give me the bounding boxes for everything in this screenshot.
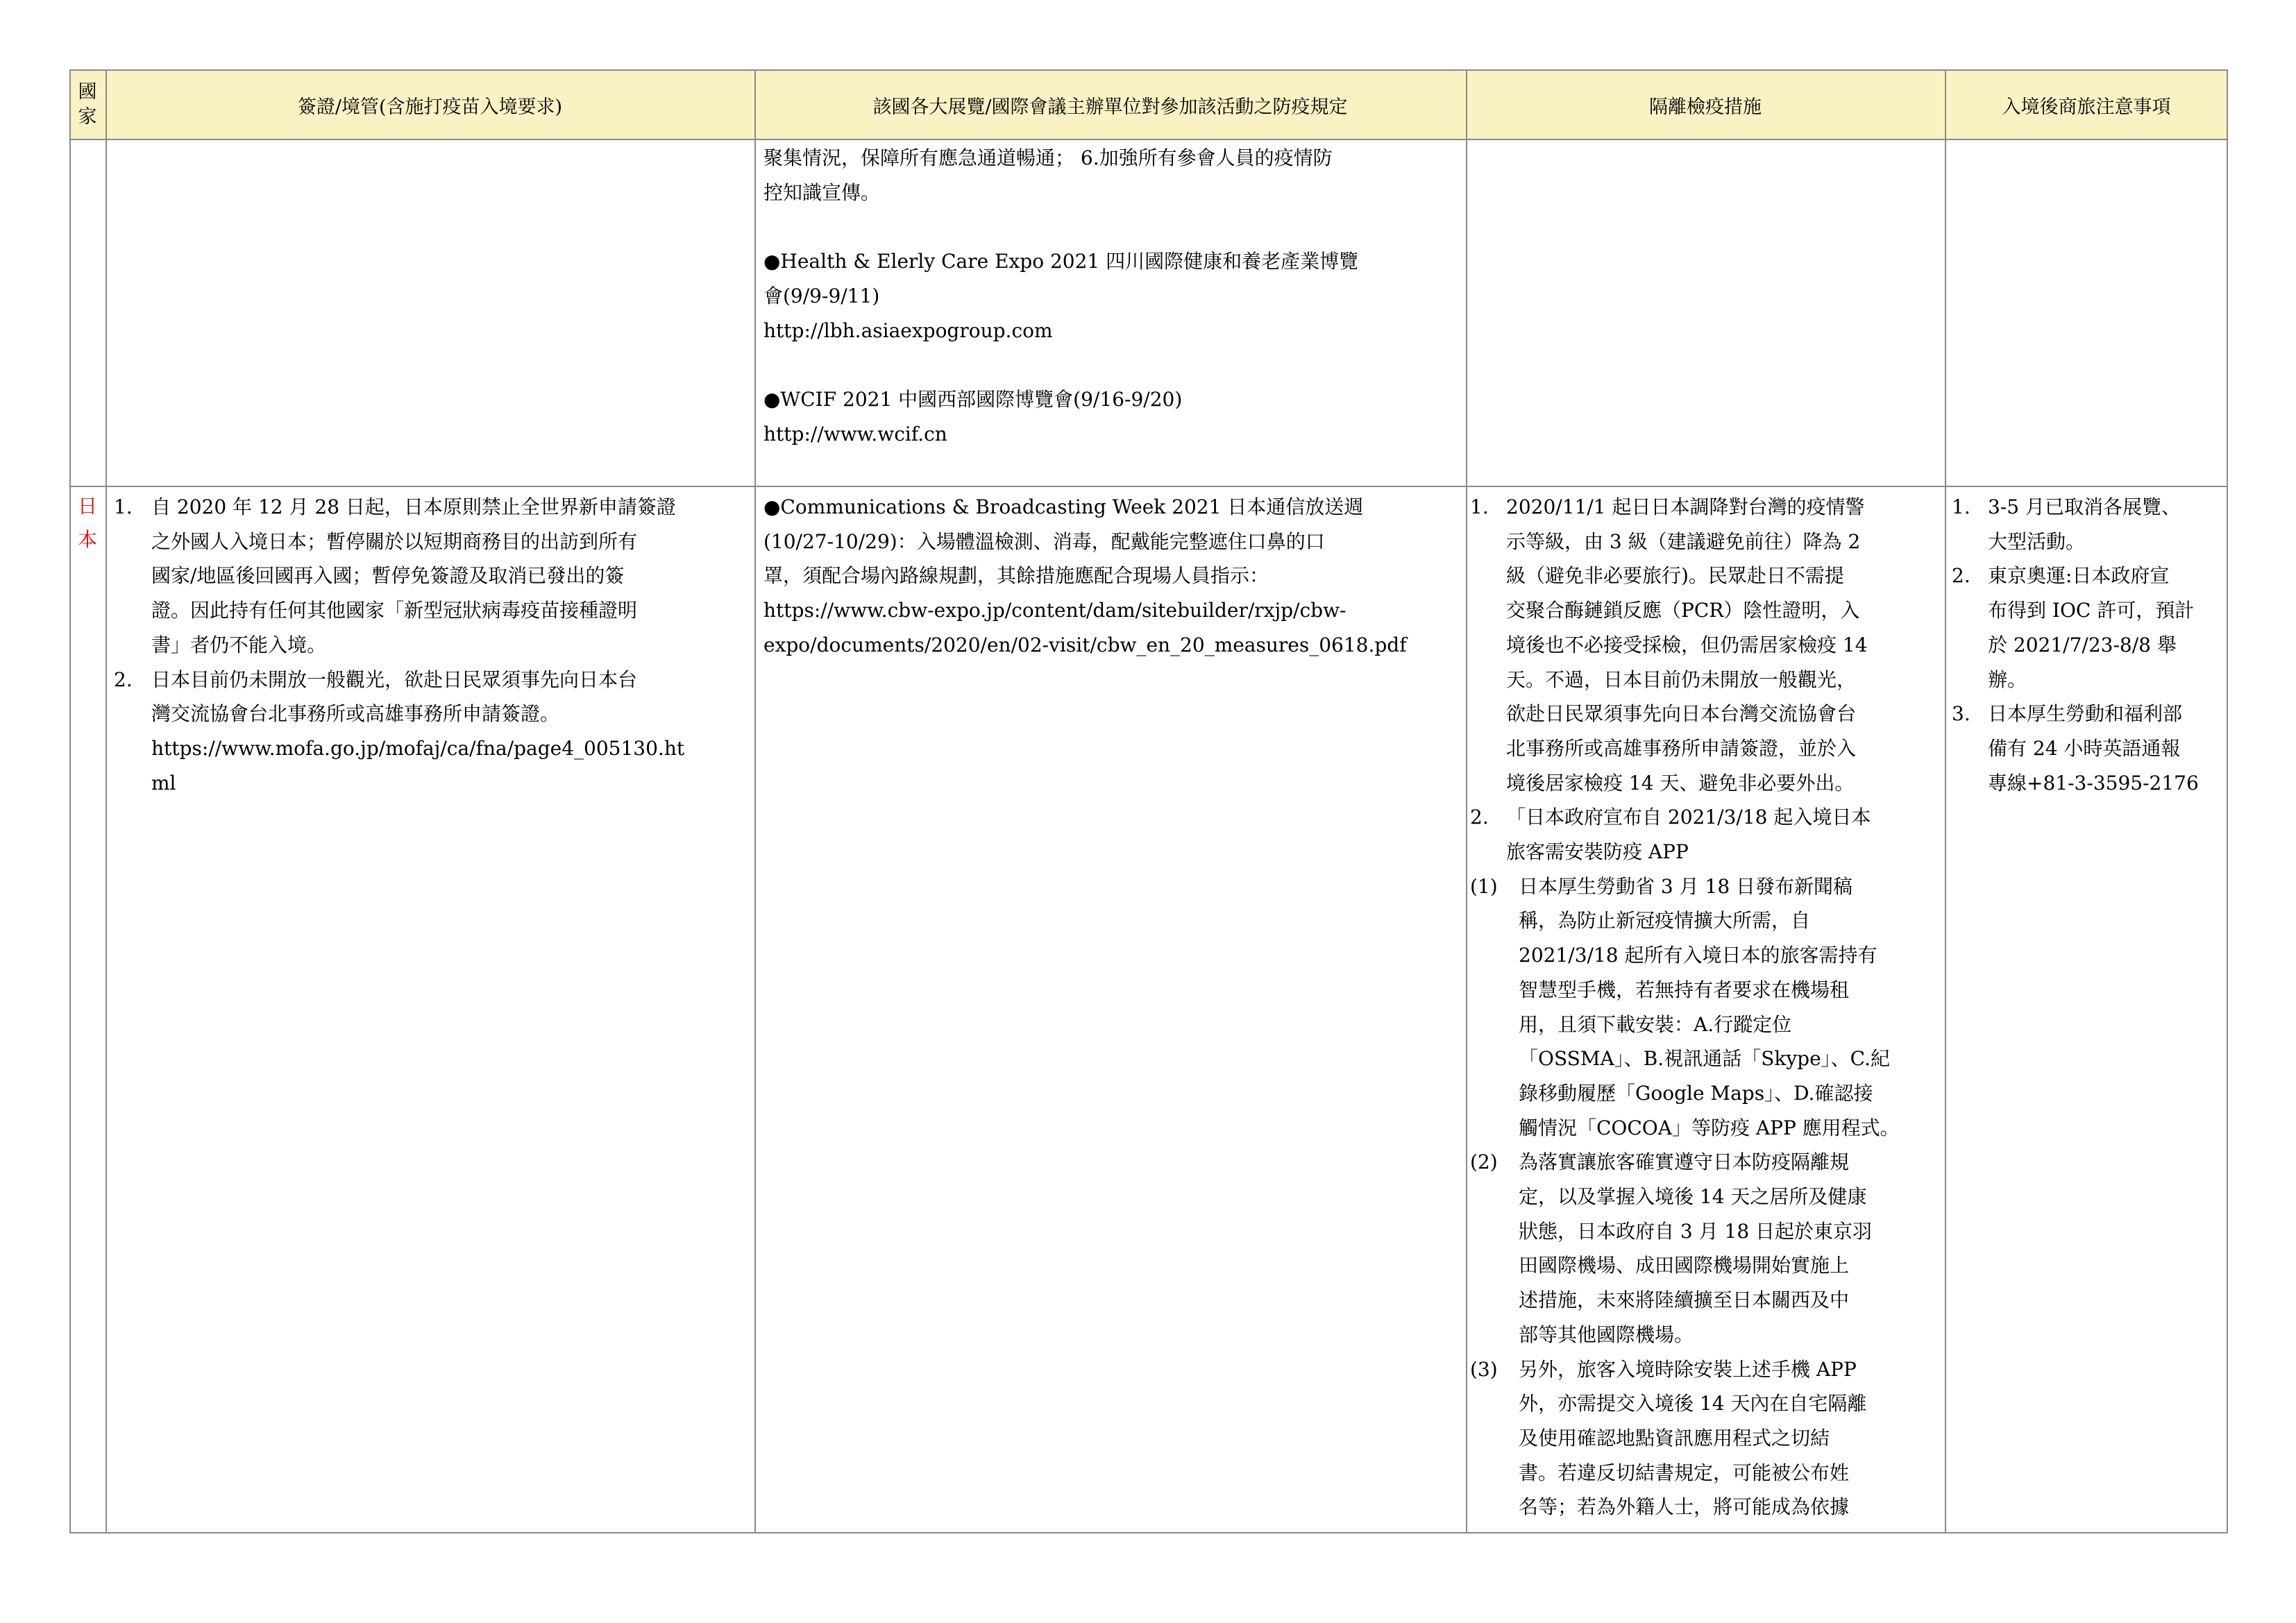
- col-border-1: [105, 69, 107, 1533]
- header-events: [754, 69, 1466, 140]
- expo1-url-link[interactable]: http://lbh.asiaexpogroup.com: [763, 318, 1053, 342]
- expo1-dates: 會(9/9-9/11): [763, 284, 880, 307]
- cbw-measures-2: 罩，須配合場內路線規劃，其餘措施應配合現場人員指示：: [763, 564, 1269, 588]
- table-border-top: [69, 69, 2228, 71]
- country-japan: [69, 487, 105, 556]
- quarantine-item-1: 1. 2020/11/1 起日日本調降對台灣的疫情警 示等級，由 3 級（建議避免前往）降為 2 級（避免非必要旅行)。民眾赴日不需提 交聚合酶鏈鎖反應（PCR）陰性證明，入 境後也不必接受採檢，但仍需居家檢疫 14 天。不過，日本目前仍未開放一般觀光， 欲赴日民眾須事先向日本台灣交流協會台 北事務所或高雄事務所申請簽證，並於入 境後居家檢疫 14 天、避免非必要外出。: [1470, 495, 1868, 794]
- mofa-url-link[interactable]: https://www.mofa.go.jp/mofaj/ca/fna/page4_005130.ht: [151, 736, 685, 760]
- japan-visa-cell: [114, 490, 749, 800]
- notes-item-3: 3. 日本厚生勞動和福利部 備有 24 小時英語通報 專線+81-3-3595-2176: [1952, 702, 2199, 794]
- header-country: [69, 69, 105, 140]
- header-notes-label: 入境後商旅注意事項: [2002, 96, 2171, 118]
- travel-regulations-table: [69, 69, 2228, 1533]
- col-border-5: [2227, 69, 2228, 1533]
- col-border-4: [1945, 69, 1946, 1533]
- cbw-title: ●Communications & Broadcasting Week 2021 日本通信放送週: [763, 495, 1364, 518]
- japan-events-cell: [763, 490, 1461, 663]
- notes-item-1: 1. 3-5 月已取消各展覽、 大型活動。: [1952, 495, 2181, 553]
- header-country-label: 國家: [78, 81, 97, 128]
- cbw-measures-1: (10/27-10/29)：入場體溫檢測、消毒，配戴能完整遮住口鼻的口: [763, 529, 1325, 553]
- header-bottom-border: [69, 139, 2228, 140]
- cbw-url-link[interactable]: https://www.cbw-expo.jp/content/dam/sitebuilder/rxjp/cbw-: [763, 599, 1347, 622]
- japan-notes-cell: [1952, 490, 2224, 800]
- quarantine-subitem-3: (3) 另外，旅客入境時除安裝上述手機 APP 外，亦需提交入境後 14 天內在自宅隔離 及使用確認地點資訊應用程式之切結 書。若違反切結書規定，可能被公布姓 名等；若為外籍人士，將可能成為依據: [1470, 1357, 1867, 1519]
- expo2-url-link[interactable]: http://www.wcif.cn: [763, 422, 947, 445]
- col-border-2: [754, 69, 756, 1533]
- expo2-title: ●WCIF 2021 中國西部國際博覽會(9/16-9/20): [763, 387, 1183, 411]
- japan-quarantine-cell: [1470, 490, 1942, 1524]
- header-quarantine-label: 隔離檢疫措施: [1649, 96, 1762, 118]
- prev-continued-line1: 聚集情況，保障所有應急通道暢通； 6.加強所有參會人員的疫情防: [763, 146, 1333, 169]
- table-border-bottom: [69, 1532, 2228, 1533]
- quarantine-item-2: 2. 「日本政府宣布自 2021/3/18 起入境日本 旅客需安裝防疫 APP: [1470, 806, 1871, 864]
- notes-item-2: 2. 東京奧運:日本政府宣 布得到 IOC 許可，預計 於 2021/7/23-8/8 舉 辦。: [1952, 564, 2195, 691]
- cbw-url-link-cont[interactable]: expo/documents/2020/en/02-visit/cbw_en_20_measures_0618.pdf: [763, 633, 1407, 656]
- visa-item-1: 1. 自 2020 年 12 月 28 日起，日本原則禁止全世界新申請簽證 之外國人入境日本；暫停關於以短期商務目的出訪到所有 國家/地區後回國再入國；暫停免簽證及取消已發出的簽 證。因此持有任何其他國家「新型冠狀病毒疫苗接種證明 書」者仍不能入境。: [114, 495, 676, 656]
- country-char-2: 本: [77, 528, 97, 551]
- header-visa: [105, 69, 754, 140]
- quarantine-subitem-2: (2) 為落實讓旅客確實遵守日本防疫隔離規 定，以及掌握入境後 14 天之居所及健康 狀態，日本政府自 3 月 18 日起於東京羽 田國際機場、成田國際機場開始實施上 述措施，未來將陸續擴至日本關西及中 部等其他國際機場。: [1470, 1150, 1873, 1346]
- col-border-0: [69, 69, 71, 1533]
- col-border-3: [1466, 69, 1467, 1533]
- prev-continued-line2: 控知識宣傳。: [763, 180, 881, 204]
- quarantine-subitem-1: (1) 日本厚生勞動省 3 月 18 日發布新聞稿 稱，為防止新冠疫情擴大所需，自 2021/3/18 起所有入境日本的旅客需持有 智慧型手機，若無持有者要求在機場租 用，且須下載安裝：A.行蹤定位 「OSSMA」、B.視訊通話「Skype」、C.紀 錄移動履歷「Google Maps」、D.確認接 觸情況「COCOA」等防疫 APP 應用程式。: [1470, 874, 1900, 1139]
- header-quarantine: [1466, 69, 1945, 140]
- header-visa-label: 簽證/境管(含施打疫苗入境要求): [297, 96, 563, 118]
- row-divider: [69, 486, 2228, 487]
- country-char-1: 日: [77, 495, 97, 518]
- visa-item-2: 2. 日本目前仍未開放一般觀光，欲赴日民眾須事先向日本台 灣交流協會台北事務所或高雄事務所申請簽證。 https://www.mofa.go.jp/mofaj/ca/fna/page4_005130.ht ml: [114, 663, 749, 801]
- header-events-label: 該國各大展覽/國際會議主辦單位對參加該活動之防疫規定: [872, 96, 1348, 118]
- prev-row-events: [763, 141, 1461, 451]
- header-notes: [1945, 69, 2228, 140]
- expo1-title: ●Health & Elerly Care Expo 2021 四川國際健康和養老產業博覽: [763, 250, 1359, 273]
